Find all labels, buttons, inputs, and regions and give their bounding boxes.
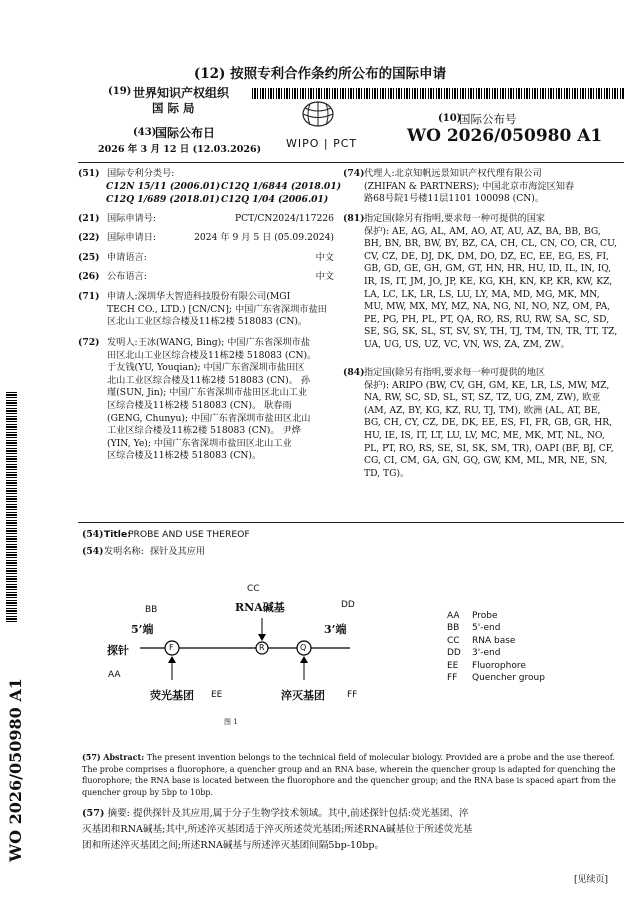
regional-states-line: NA, RW, SC, SD, SL, ST, SZ, TZ, UG, ZM, ZW), 欧亚 [364, 392, 601, 404]
three-end-label: 3’端 [324, 623, 347, 636]
rna-base-arrowhead [258, 634, 266, 641]
f21-code: (21) [78, 213, 100, 224]
abstract-zh-line: (57) 摘要: 提供探针及其应用,属于分子生物学技术领域。其中,前述探针包括:荧光基团、淬 [82, 808, 469, 819]
barcode-top [252, 88, 624, 99]
f22-value: 2024 年 9 月 5 日 (05.09.2024) [194, 232, 334, 243]
title-en-value: PROBE AND USE THEREOF [128, 529, 250, 540]
legend-row: FF Quencher group [447, 673, 545, 684]
inventor-line: 瑾(SUN, Jin); 中国广东省深圳市盐田区北山工业 [107, 387, 308, 399]
node-r-label: R [259, 643, 265, 652]
f51-code: (51) [78, 168, 100, 179]
quencher-arrowhead [300, 656, 308, 663]
designated-states-line: UA, UG, US, UZ, VC, VN, WS, ZA, ZM, ZW。 [364, 338, 570, 350]
regional-states-line: TD, TG)。 [364, 467, 410, 479]
wipo-logo [298, 101, 338, 135]
applicant-line: 申请人:深圳华大智造科技股份有限公司(MGI [107, 291, 291, 302]
quencher-label: 淬灭基团 [281, 689, 325, 702]
regional-states-line: PL, PT, RO, RS, SE, SI, SK, SM, TR), OAPI (BF, BJ, CF, [364, 442, 614, 454]
title-en-code: (54) [82, 529, 104, 540]
figure-legend [447, 610, 545, 684]
wipo-pct-text: WIPO | PCT [286, 137, 358, 150]
f74-code: (74) [343, 168, 365, 179]
probe-label: 探针 [107, 644, 129, 657]
f22-code: (22) [78, 232, 100, 243]
pubdate-value: 2026 年 3 月 12 日 (12.03.2026) [98, 144, 262, 155]
inventor-line: 区综合楼及11栋2楼 518083 (CN)。 [107, 450, 262, 462]
barcode-side [6, 392, 17, 622]
f21-label: 国际申请号: [107, 213, 157, 224]
agent-line: 代理人:北京知帆远景知识产权代理有限公司 [364, 168, 542, 179]
continued-note: [见续页] [574, 875, 609, 885]
f84-code: (84) [343, 367, 365, 378]
title-zh-value: 探针及其应用 [150, 546, 206, 557]
f21-value: PCT/CN2024/117226 [234, 213, 334, 224]
applicant-line: TECH CO., LTD.) [CN/CN]; 中国广东省深圳市盐田 [107, 303, 327, 315]
ipc-class-1: C12N 15/11 (2006.01) [106, 181, 221, 192]
rna-base-label: RNA碱基 [235, 601, 285, 614]
f71-code: (71) [78, 291, 100, 302]
designated-states-line: 保护): AE, AG, AL, AM, AO, AT, AU, AZ, BA, BB, BG, [364, 225, 601, 237]
f81-code: (81) [343, 213, 365, 224]
ee-label: EE [211, 690, 223, 700]
designated-states-line: LA, LC, LK, LR, LS, LU, LY, MA, MD, MG, MK, MN, [364, 288, 600, 300]
f26-value: 中文 [315, 271, 334, 282]
designated-states-line: SE, SG, SK, SL, ST, SV, SY, TH, TJ, TM, TN, TR, TT, TZ, [364, 326, 618, 338]
org-code: (19) [108, 86, 132, 97]
legend-row: DD 3'-end [447, 648, 501, 659]
f22-label: 国际申请日: [107, 232, 157, 243]
f25-value: 中文 [315, 252, 334, 263]
agent-block [364, 168, 626, 206]
regional-states-line: (AM, AZ, BY, KG, KZ, RU, TJ, TM), 欧洲 (AL, AT, BE, [364, 404, 601, 416]
designated-states-line: BH, BN, BR, BW, BY, BZ, CA, CH, CL, CN, CO, CR, CU, [364, 238, 617, 250]
inventor-line: 区综合楼及11栋2楼 518083 (CN)。 耿春雨 [107, 399, 292, 411]
fluorophore-label: 荧光基团 [150, 689, 194, 702]
f25-code: (25) [78, 252, 100, 263]
designated-states-line: MU, MW, MX, MY, MZ, NA, NG, NI, NO, NZ, OM, PA, [364, 301, 611, 313]
document-title: (12) 按照专利合作条约所公布的国际申请 [193, 66, 447, 82]
f25-label: 申请语言: [107, 252, 147, 263]
regional-states-line: BG, CH, CY, CZ, DE, DK, EE, ES, FI, FR, GB, GR, HR, [364, 417, 613, 429]
abstract-en-line: The probe comprises a fluorophore, a quencher group and an RNA base, wherein the quencher group is adapted for quenching the [82, 764, 616, 774]
pubdate-code: (43) [133, 127, 157, 138]
abstract-zh [82, 806, 628, 854]
regional-states-line: HU, IE, IS, IT, LT, LU, LV, MC, ME, MK, MT, NL, NO, [364, 429, 605, 441]
agent-line: 路68号院1号楼11层1101 100098 (CN)。 [364, 193, 545, 205]
pubno-label: 国际公布号 [459, 112, 517, 126]
node-q-label: Q [300, 643, 307, 652]
header-rule [78, 162, 624, 163]
section-rule [78, 522, 624, 523]
abstract-en [82, 752, 628, 798]
legend-row: EE Fluorophore [447, 660, 526, 671]
aa-label: AA [108, 670, 121, 680]
abstract-en-line: quencher group by 5bp to 10bp. [82, 787, 214, 797]
designated-states-line: IR, IS, IT, JM, JO, JP, KE, KG, KH, KN, KP, KR, KW, KZ, [364, 275, 613, 287]
title-zh-label: 发明名称: [104, 546, 144, 557]
ff-label: FF [347, 690, 358, 700]
fluorophore-arrowhead [168, 656, 176, 663]
designated-states-line: GB, GD, GE, GH, GM, GT, HN, HR, HU, ID, IL, IN, IQ, [364, 263, 612, 275]
inventors-block [107, 337, 335, 463]
ipc-class-3: C12Q 1/689 (2018.01) [106, 194, 220, 205]
dd-label: DD [341, 600, 355, 610]
node-f-label: F [169, 643, 174, 652]
inventor-line: 于友钱(YU, Youqian); 中国广东省深圳市盐田区 [107, 362, 305, 374]
wipo-globe-icon [298, 101, 338, 135]
inventor-line: 田区北山工业区综合楼及11栋2楼 518083 (CN)。 [107, 349, 317, 361]
pubno-code: (10) [438, 113, 462, 124]
designated-states-block [364, 213, 626, 352]
figure-caption: 图 1 [224, 718, 238, 726]
pubno-value: WO 2026/050980 A1 [407, 126, 603, 146]
pubdate-label: 国际公布日 [155, 126, 216, 140]
legend-row: AA Probe [447, 611, 498, 621]
regional-states-block [364, 367, 626, 480]
ipc-class-2: C12Q 1/6844 (2018.01) [221, 181, 342, 192]
inventor-line: 北山工业区综合楼及11栋2楼 518083 (CN)。 孙 [107, 374, 311, 386]
legend-row: CC RNA base [447, 635, 516, 646]
inventor-line: (YIN, Ye); 中国广东省深圳市盐田区北山工业 [107, 437, 292, 449]
bb-label: BB [145, 605, 158, 615]
abstract-en-line: (57) Abstract: The present invention belongs to the technical field of molecular biology. Provided are a probe and the use thereof. [82, 752, 615, 762]
regional-states-line: 保护): ARIPO (BW, CV, GH, GM, KE, LR, LS, MW, MZ, [364, 379, 610, 391]
regional-states-line: CG, CI, CM, GA, GN, GQ, GW, KM, ML, MR, NE, SN, [364, 455, 608, 467]
side-pubno: WO 2026/050980 A1 [6, 678, 25, 862]
designated-states-line: CV, CZ, DE, DJ, DK, DM, DO, DZ, EC, EE, EG, ES, FI, [364, 250, 610, 262]
org-name: 世界知识产权组织 [133, 86, 230, 100]
abstract-zh-line: 灭基团和RNA碱基;其中,所述淬灭基团适于淬灭所述荧光基团;所述RNA碱基位于所述荧光基 [82, 824, 473, 835]
applicant-line: 区北山工业区综合楼及11栋2楼 518083 (CN)。 [107, 316, 308, 328]
designated-states-line: 指定国(除另有指明,要求每一种可提供的国家 [364, 213, 546, 224]
applicant-block [107, 291, 335, 329]
inventor-line: 发明人:王冰(WANG, Bing); 中国广东省深圳市盐 [107, 337, 310, 348]
legend-row: BB 5'-end [447, 623, 501, 634]
designated-states-line: PE, PG, PH, PL, PT, QA, RO, RS, RU, RW, SA, SC, SD, [364, 313, 610, 325]
cc-label: CC [247, 584, 260, 594]
title-zh-code: (54) [82, 546, 104, 557]
f51-label: 国际专利分类号: [107, 168, 175, 179]
inventor-line: (GENG, Chunyu); 中国广东省深圳市盐田区北山 [107, 412, 311, 424]
five-end-label: 5’端 [131, 623, 154, 636]
abstract-zh-line: 团和所述淬灭基团之间;所述RNA碱基与所述淬灭基团间隔5bp-10bp。 [82, 840, 385, 851]
org-bureau: 国 际 局 [152, 101, 195, 115]
abstract-en-line: fluorophore; the RNA base is located between the fluorophore and the quencher group; and the RNA base is spaced apart from the [82, 776, 616, 786]
regional-states-line: 指定国(除另有指明,要求每一种可提供的地区 [364, 367, 546, 378]
title-en-label: Title: [104, 529, 131, 540]
agent-line: (ZHIFAN & PARTNERS); 中国北京市海淀区知春 [364, 180, 575, 192]
ipc-class-4: C12Q 1/04 (2006.01) [221, 194, 329, 205]
f26-code: (26) [78, 271, 100, 282]
f26-label: 公布语言: [107, 271, 147, 282]
inventor-line: 工业区综合楼及11栋2楼 518083 (CN)。 尹烨 [107, 425, 301, 437]
f72-code: (72) [78, 337, 100, 348]
